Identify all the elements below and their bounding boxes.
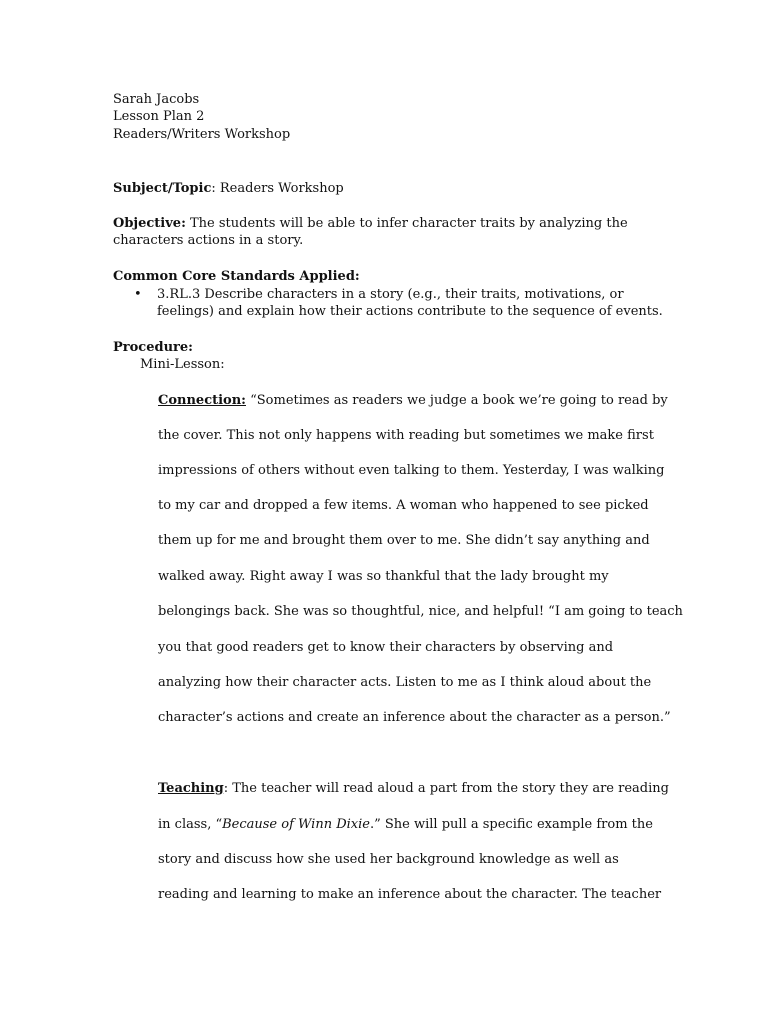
connection-line-10: character’s actions and create an inference about the character as a person.” xyxy=(158,710,671,725)
connection-line-2: the cover. This not only happens with reading but sometimes we make first xyxy=(158,428,654,443)
author-name: Sarah Jacobs xyxy=(113,92,200,107)
subject-line xyxy=(113,181,344,197)
subject-value: : Readers Workshop xyxy=(211,181,344,196)
standard-item-line-2: feelings) and explain how their actions contribute to the sequence of events. xyxy=(157,304,663,319)
course-title: Readers/Writers Workshop xyxy=(113,127,291,142)
objective-text-1: The students will be able to infer character traits by analyzing the xyxy=(185,216,628,231)
connection-line-7: belongings back. She was so thoughtful, nice, and helpful! “I am going to teach xyxy=(158,604,683,619)
connection-line-4: to my car and dropped a few items. A woman who happened to see picked xyxy=(158,498,649,513)
teaching-label: Teaching xyxy=(158,781,224,796)
objective-label: Objective: xyxy=(113,216,186,231)
teaching-text-2-pre: in class, “ xyxy=(158,817,223,832)
standards-label: Common Core Standards Applied: xyxy=(113,269,360,284)
teaching-line-2 xyxy=(158,817,653,833)
teaching-text-1: : The teacher will read aloud a part from the story they are reading xyxy=(223,781,669,796)
connection-line-3: impressions of others without even talking to them. Yesterday, I was walking xyxy=(158,463,665,478)
standard-item-line-1: 3.RL.3 Describe characters in a story (e.g., their traits, motivations, or xyxy=(157,287,624,302)
objective-line-2: characters actions in a story. xyxy=(113,233,304,248)
teaching-line-1 xyxy=(158,781,669,797)
lesson-number: Lesson Plan 2 xyxy=(113,109,205,124)
objective-line-1 xyxy=(113,216,628,232)
connection-text-1: “Sometimes as readers we judge a book we’re going to read by xyxy=(245,393,668,408)
procedure-label: Procedure: xyxy=(113,340,193,355)
bullet-icon: • xyxy=(134,287,142,302)
connection-line-1 xyxy=(158,393,668,409)
connection-line-8: you that good readers get to know their characters by observing and xyxy=(158,640,614,655)
subject-label: Subject/Topic xyxy=(113,181,212,196)
mini-lesson-label: Mini-Lesson: xyxy=(140,357,225,372)
teaching-text-2-post: .” She will pull a specific example from the xyxy=(369,817,653,832)
connection-label: Connection: xyxy=(158,393,246,408)
connection-line-9: analyzing how their character acts. Listen to me as I think aloud about the xyxy=(158,675,652,690)
book-title: Because of Winn Dixie xyxy=(222,817,370,832)
teaching-line-3: story and discuss how she used her background knowledge as well as xyxy=(158,852,619,867)
connection-line-6: walked away. Right away I was so thankful that the lady brought my xyxy=(158,569,609,584)
connection-line-5: them up for me and brought them over to me. She didn’t say anything and xyxy=(158,533,650,548)
teaching-line-4: reading and learning to make an inference about the character. The teacher xyxy=(158,887,662,902)
